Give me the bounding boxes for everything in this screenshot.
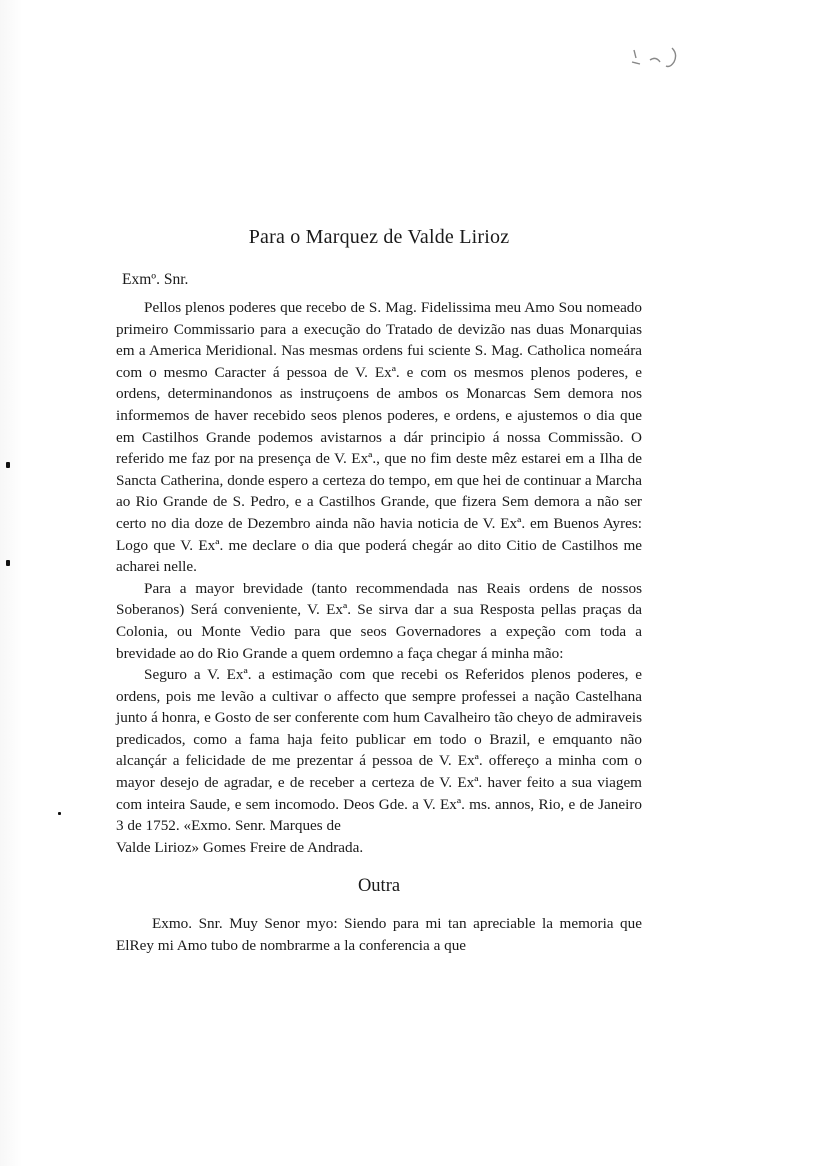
page-edge-shadow xyxy=(0,0,22,1166)
paragraph-3: Seguro a V. Exª. a estimação com que recebi os Referidos plenos poderes, e ordens, pois me levão a cultivar o affecto que sempre professei a nação Castelhana junto á honra, e Gosto de ser conferente com hum Cavalheiro tão cheyo de admiraveis predicados, como a fama haja feito publicar em todo o Brazil, e emquanto não alcançár a felicidade de me prezentar á pessoa de V. Exª. offereço a minha com o mayor desejo de agradar, e de receber a certeza de V. Exª. haver feito a sua viagem com inteira Saude, e sem incomodo. Deos Gde. a V. Exª. ms. annos, Rio, e de Janeiro 3 de 1752. «Exmo. Senr. Marques de xyxy=(116,666,642,835)
paragraph-1: Pellos plenos poderes que recebo de S. Mag. Fidelissima meu Amo Sou nomeado primeiro Commissario para a execução do Tratado de devizão nas duas Monarquias em a America Meridional. Nas mesmas ordens fui sciente S. Mag. Catholica nomeára com o mesmo Caracter á pessoa de V. Exª. e com os mesmos plenos poderes, e ordens, determinandonos as instruçoens de ambos os Monarcas Sem demora nos informemos de haver recebido seos plenos poderes, e ordens, e ajustemos o dia que em Castilhos Grande podemos avistarnos a dár principio á nossa Commissão. O referido me faz por na presença de V. Exª., que no fim deste mêz estarei em a Ilha de Sancta Catherina, donde espero a certeza do tempo, em que hei de continuar a Marcha ao Rio Grande de S. Pedro, e a Castilhos Grande, que fizera Sem demora a não ser certo no dia doze de Dezembro ainda não havia noticia de V. Exª. em Buenos Ayres: Logo que V. Exª. me declare o dia que poderá chegár ao dito Citio de Castilhos me acharei nelle. xyxy=(116,299,642,576)
margin-mark xyxy=(6,462,10,468)
section-title: Outra xyxy=(357,876,401,897)
letter-body xyxy=(116,226,642,957)
letter-title: Para o Marquez de Valde Lirioz xyxy=(248,226,510,248)
margin-mark xyxy=(6,560,10,566)
paragraph-2: Para a mayor brevidade (tanto recommendada nas Reais ordens de nossos Soberanos) Será conveniente, V. Exª. Se sirva dar a sua Resposta pellas praças da Colonia, ou Monte Vedio para que seos Governadores a expeção com toda a brevidade ao do Rio Grande a quem ordemno a faça chegar á minha mão: xyxy=(116,579,642,662)
signature-line: Valde Lirioz» Gomes Freire de Andrada. xyxy=(116,838,364,856)
margin-mark xyxy=(58,812,61,815)
salutation: Exmº. Snr. xyxy=(122,271,189,288)
handwritten-mark-icon xyxy=(628,44,684,72)
closing-paragraph: Exmo. Snr. Muy Senor myo: Siendo para mi tan apreciable la memoria que ElRey mi Amo tubo de nombrarme a la conferencia a que xyxy=(116,915,642,955)
